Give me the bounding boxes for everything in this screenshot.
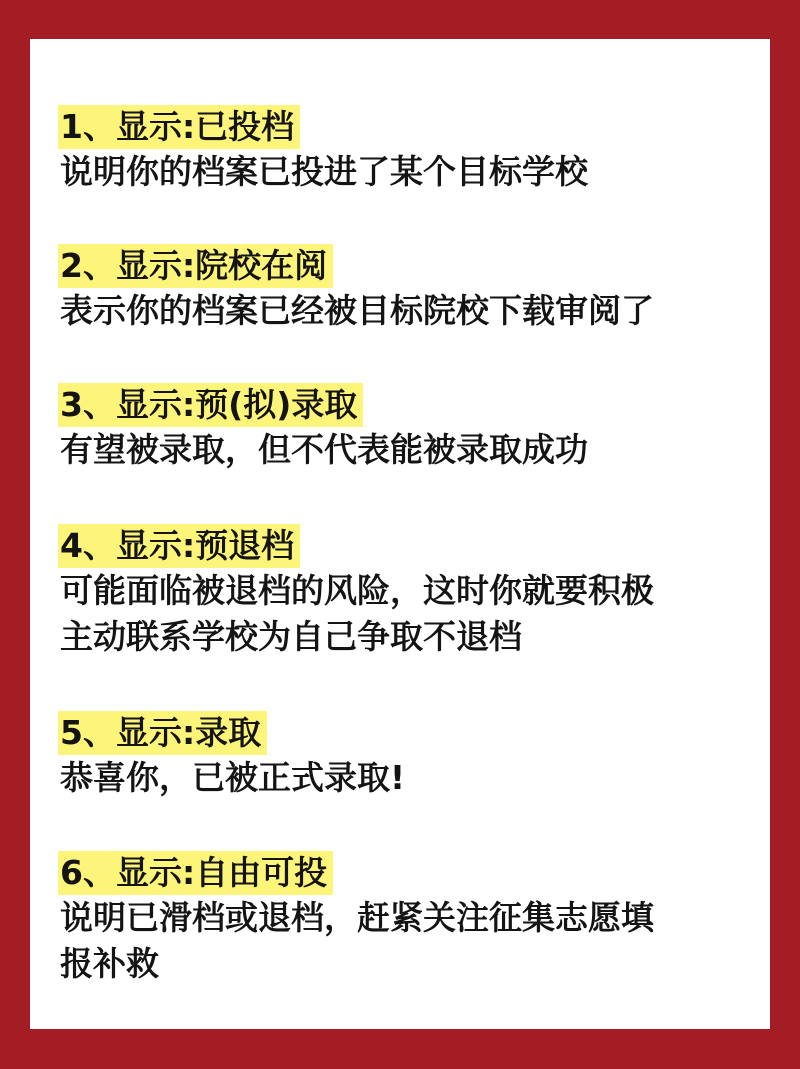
status-heading: 4、显示:预退档 bbox=[58, 524, 300, 568]
status-description-line-1: 可能面临被退档的风险，这时你就要积极 bbox=[60, 571, 654, 610]
status-description: 说明你的档案已投进了某个目标学校 bbox=[60, 152, 588, 191]
status-item-2 bbox=[58, 244, 752, 334]
status-heading: 3、显示:预(拟)录取 bbox=[58, 383, 363, 427]
status-description: 有望被录取，但不代表能被录取成功 bbox=[60, 430, 588, 469]
content-card bbox=[30, 39, 770, 1029]
status-heading: 2、显示:院校在阅 bbox=[58, 244, 333, 288]
status-heading: 6、显示:自由可投 bbox=[58, 851, 333, 895]
status-item-1 bbox=[58, 105, 752, 195]
status-item-5 bbox=[58, 711, 752, 801]
status-description: 表示你的档案已经被目标院校下载审阅了 bbox=[60, 291, 654, 330]
status-item-6 bbox=[58, 851, 752, 987]
status-item-3 bbox=[58, 383, 752, 473]
status-description-line-1: 说明已滑档或退档，赶紧关注征集志愿填 bbox=[60, 898, 654, 937]
status-description: 恭喜你，已被正式录取! bbox=[60, 758, 406, 797]
status-heading: 5、显示:录取 bbox=[58, 711, 267, 755]
status-item-4 bbox=[58, 524, 752, 660]
status-description-line-2: 主动联系学校为自己争取不退档 bbox=[60, 617, 522, 656]
status-heading: 1、显示:已投档 bbox=[58, 105, 300, 149]
status-description-line-2: 报补救 bbox=[60, 944, 159, 983]
